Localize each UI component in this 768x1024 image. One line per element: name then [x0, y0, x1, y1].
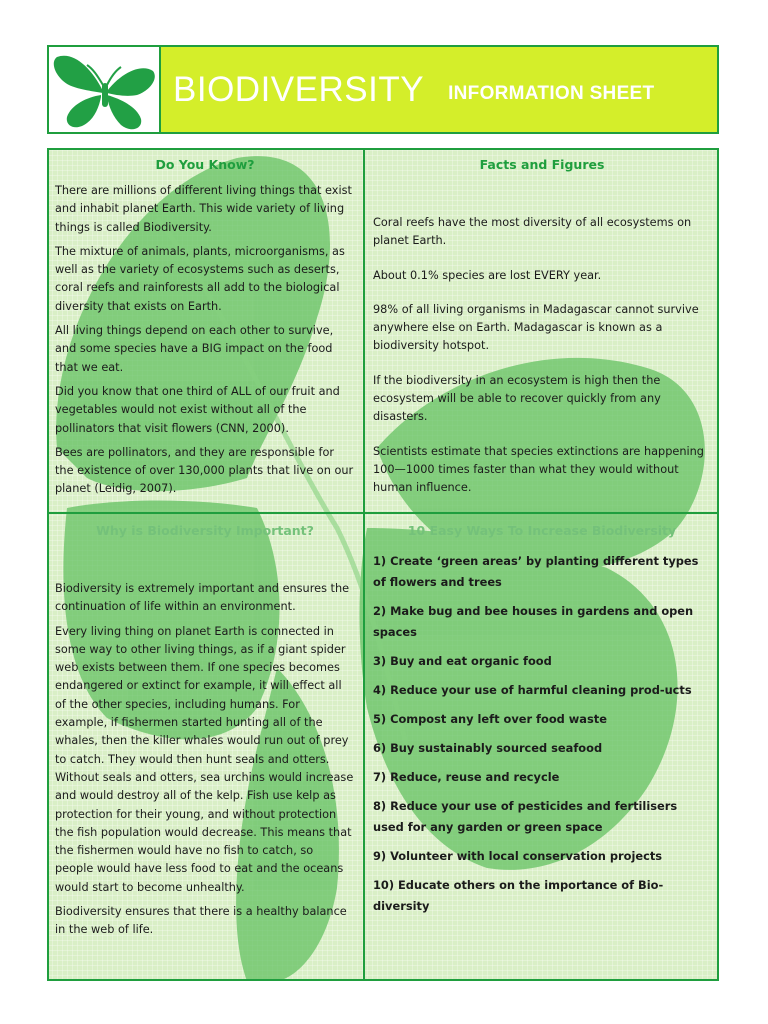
- facts-heading: Facts and Figures: [479, 157, 605, 172]
- do-you-know-paragraph: Did you know that one third of ALL of our fruit and vegetables would not exist without all of the pollinators that visit flowers (CNN, 2000).: [55, 384, 340, 435]
- fact-item: Scientists estimate that species extinctions are happening 100—1000 times faster than what they would without human influence.: [373, 444, 704, 495]
- why-important-paragraph: Biodiversity is extremely important and ensures the continuation of life within an environment.: [55, 582, 350, 614]
- way-item: 5) Compost any left over food waste: [373, 712, 607, 726]
- fact-item: About 0.1% species are lost EVERY year.: [373, 268, 602, 282]
- logo: [49, 47, 161, 132]
- way-item: 7) Reduce, reuse and recycle: [373, 770, 560, 784]
- facts-panel: [365, 148, 719, 512]
- way-item: 10) Educate others on the importance of Bio-diversity: [373, 878, 664, 913]
- why-important-panel: [47, 514, 363, 981]
- why-important-paragraph: Biodiversity ensures that there is a healthy balance in the web of life.: [55, 905, 347, 937]
- do-you-know-heading: Do You Know?: [155, 157, 255, 172]
- do-you-know-paragraph: Bees are pollinators, and they are responsible for the existence of over 130,000 plants that live on our planet (Leidig, 2007).: [55, 445, 354, 496]
- why-important-heading: Why is Biodiversity Important?: [96, 523, 314, 538]
- butterfly-icon: [51, 47, 157, 133]
- do-you-know-paragraph: The mixture of animals, plants, microorganisms, as well as the variety of ecosystems such as deserts, coral reefs and rainforests all add to the biological diversity that exists on Earth.: [55, 244, 345, 313]
- ways-panel: [365, 514, 719, 981]
- ways-heading: 10 Easy Ways To Increase Biodiversity: [407, 523, 677, 538]
- fact-item: If the biodiversity in an ecosystem is high then the ecosystem will be able to recover quickly from any disasters.: [373, 373, 661, 424]
- way-item: 4) Reduce your use of harmful cleaning prod-ucts: [373, 683, 692, 697]
- do-you-know-paragraph: There are millions of different living things that exist and inhabit planet Earth. This wide variety of living things is called Biodiversity.: [55, 184, 352, 234]
- fact-item: 98% of all living organisms in Madagascar cannot survive anywhere else on Earth. Madagascar is known as a biodiversity hotspot.: [373, 302, 699, 353]
- header-banner: [47, 45, 719, 134]
- fact-item: Coral reefs have the most diversity of all ecosystems on planet Earth.: [373, 216, 692, 248]
- way-item: 8) Reduce your use of pesticides and fertilisers used for any garden or green space: [373, 799, 678, 834]
- way-item: 3) Buy and eat organic food: [373, 654, 552, 668]
- way-item: 6) Buy sustainably sourced seafood: [373, 741, 603, 755]
- do-you-know-paragraph: All living things depend on each other to survive, and some species have a BIG impact on the food that we eat.: [55, 324, 334, 374]
- way-item: 1) Create ‘green areas’ by planting different types of flowers and trees: [373, 554, 699, 589]
- content-area: [47, 148, 719, 981]
- page-subtitle: INFORMATION SHEET: [448, 83, 655, 104]
- page-title: BIODIVERSITY: [173, 69, 425, 109]
- way-item: 2) Make bug and bee houses in gardens and open spaces: [373, 604, 694, 639]
- way-item: 9) Volunteer with local conservation projects: [373, 849, 663, 863]
- why-important-paragraph: Every living thing on planet Earth is connected in some way to other living things, as if a giant spider web exists between them. If one species becomes endangered or extinct for example, it will effect all of the other species, including humans. For example, if fishermen started hunting all of the whales, then the killer whales would run out of prey to catch. They would then hunt seals and otters. Without seals and otters, sea urchins would increase and would destroy all of the kelp. Fish use kelp as protection for their young, and without protection the fish population would decrease. This means that the fishermen would have no fish to catch, so people would have less food to eat and the oceans would start to become unhealthy.: [55, 624, 354, 894]
- do-you-know-panel: [47, 148, 363, 512]
